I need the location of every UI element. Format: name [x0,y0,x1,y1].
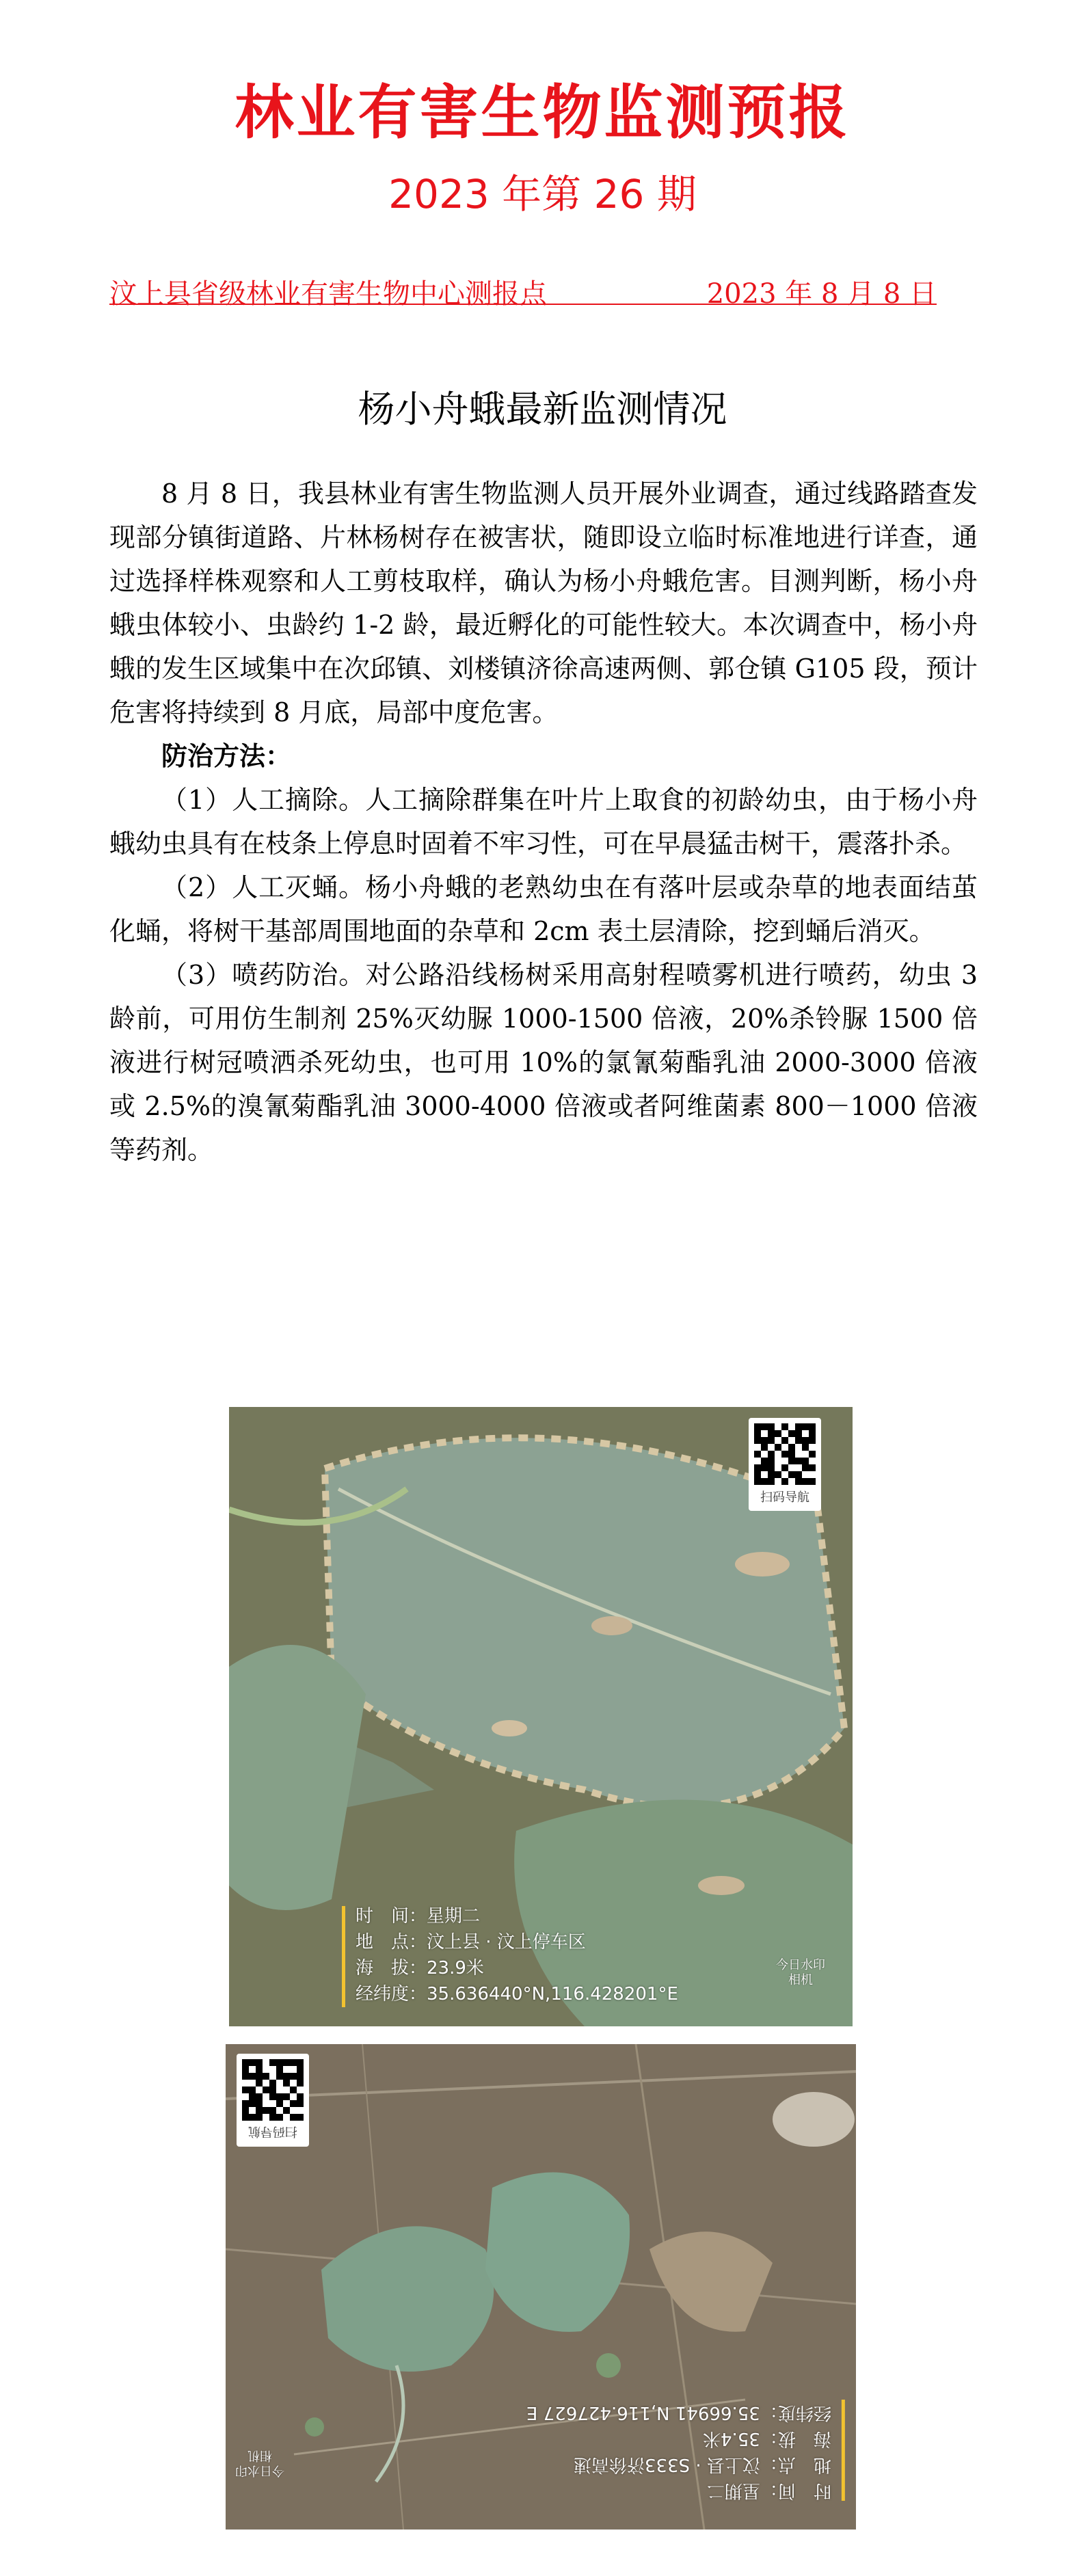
qr-caption: 扫码导航 [760,1490,809,1505]
field-photo-leaves [229,1407,853,2026]
report-meta-line [109,272,937,310]
issue-number: 2023 年第 26 期 [388,171,697,217]
watermark-bar [342,1906,345,2007]
watermark-place: 地 点：汶上县 · S333济徐高速 [573,2454,831,2475]
camera-brand-mark: 今日水印 相机 [235,2448,284,2478]
article-headline: 杨小舟蛾最新监测情况 [358,388,727,431]
watermark-place: 地 点：汶上县 · 汶上停车区 [356,1932,586,1953]
watermark-bar [842,2400,845,2501]
watermark-coordinates: 经纬度：35.66941 N,116.427627 E [526,2402,831,2423]
watermark-altitude: 海 拔：35.4米 [702,2428,831,2449]
article-body [109,472,978,1172]
qr-caption: 扫码导航 [248,2124,297,2138]
camera-brand-mark: 今日水印 相机 [776,1958,825,1987]
location-watermark [342,1903,678,2007]
survey-paragraph: 8 月 8 日，我县林业有害生物监测人员开展外业调查，通过线路踏查发现部分镇街道路、片林杨树存在被害状，随即设立临时标准地进行详查，通过选择样株观察和人工剪枝取样，确认为杨小舟蛾危害。目测判断，杨小舟蛾虫体较小、虫龄约 1-2 龄，最近孵化的可能性较大。本次调查中，杨小舟蛾的发生区域集中在次邱镇、刘楼镇济徐高速两侧、郭仓镇 G105 段，预计危害将持续到 8 月底，局部中度危害。 [109,479,978,727]
watermark-altitude: 海 拔：23.9米 [356,1958,484,1978]
reporting-organization: 汶上县省级林业有害生物中心测报点 [109,278,547,310]
watermark-coordinates: 经纬度：35.636440°N,116.428201°E [356,1984,678,2004]
qr-code-icon [754,1423,816,1485]
qr-code [237,2054,309,2147]
method-3: （3）喷药防治。对公路沿线杨树采用高射程喷雾机进行喷药，幼虫 3 龄前，可用仿生制剂 25%灭幼脲 1000-1500 倍液，20%杀铃脲 1500 倍液进行树冠喷洒杀死幼虫，也可用 10%的氯氰菊酯乳油 2000-3000 倍液或 2.5%的溴氰菊酯乳油 3000-4000 倍液或者阿维菌素 800－1000 倍液等药剂。 [109,960,978,1165]
report-title: 林业有害生物监测预报 [235,79,850,147]
location-watermark [526,2400,845,2504]
field-photo-ground [226,2044,856,2530]
report-date: 2023 年 8 月 8 日 [706,278,937,310]
method-1: （1）人工摘除。人工摘除群集在叶片上取食的初龄幼虫，由于杨小舟蛾幼虫具有在枝条上停息时固着不牢习性，可在早晨猛击树干，震落扑杀。 [109,785,978,859]
qr-code-icon [242,2059,304,2121]
watermark-time: 时 间：星期二 [706,2480,831,2501]
watermark-time: 时 间：星期二 [356,1906,481,1927]
methods-heading: 防治方法： [161,740,292,771]
qr-code [749,1418,821,1511]
method-2: （2）人工灭蛹。杨小舟蛾的老熟幼虫在有落叶层或杂草的地表面结茧化蛹，将树干基部周围地面的杂草和 2cm 表土层清除，挖到蛹后消灭。 [109,872,978,946]
